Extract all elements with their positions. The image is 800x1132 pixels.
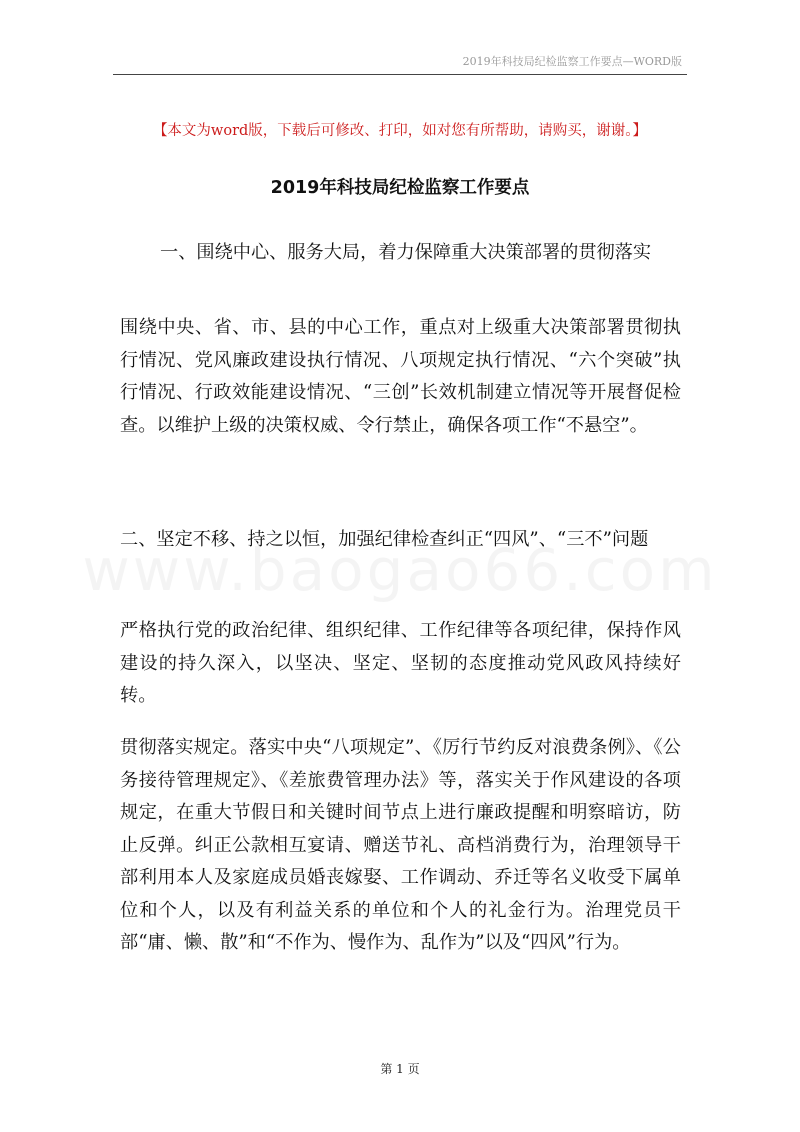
document-title: 2019年科技局纪检监察工作要点 bbox=[270, 178, 530, 198]
section-heading-2: 二、坚定不移、持之以恒，加强纪律检查纠正“四风”、“三不”问题 bbox=[120, 529, 649, 550]
section-paragraph-2: 严格执行党的政治纪律、组织纪律、工作纪律等各项纪律，保持作风建设的持久深入，以坚决、坚定、坚韧的态度推动党风政风持续好转。 bbox=[120, 620, 681, 706]
header-doc-label: 2019年科技局纪检监察工作要点—WORD版 bbox=[462, 55, 682, 68]
section-paragraph-1: 围绕中央、省、市、县的中心工作，重点对上级重大决策部署贯彻执行情况、党风廉政建设执行情况、八项规定执行情况、“六个突破”执行情况、行政效能建设情况、“三创”长效机制建立情况等开展督促检查。以维护上级的决策权威、令行禁止，确保各项工作“不悬空”。 bbox=[120, 317, 681, 436]
purchase-notice: 【本文为word版，下载后可修改、打印，如对您有所帮助，请购买，谢谢。】 bbox=[152, 123, 648, 139]
header-divider bbox=[113, 74, 687, 75]
section-paragraph-3: 贯彻落实规定。落实中央“八项规定”、《厉行节约反对浪费条例》、《公务接待管理规定》、《差旅费管理办法》等，落实关于作风建设的各项规定，在重大节假日和关键时间节点上进行廉政提醒和明察暗访，防止反弹。纠正公款相互宴请、赠送节礼、高档消费行为，治理领导干部利用本人及家庭成员婚丧嫁娶、工作调动、乔迁等名义收受下属单位和个人，以及有利益关系的单位和个人的礼金行为。治理党员干部“庸、懒、散”和“不作为、慢作为、乱作为”以及“四风”行为。 bbox=[120, 737, 681, 953]
section-heading-1: 一、围绕中心、服务大局，着力保障重大决策部署的贯彻落实 bbox=[160, 242, 652, 263]
page-number: 第 1 页 bbox=[380, 1062, 420, 1076]
